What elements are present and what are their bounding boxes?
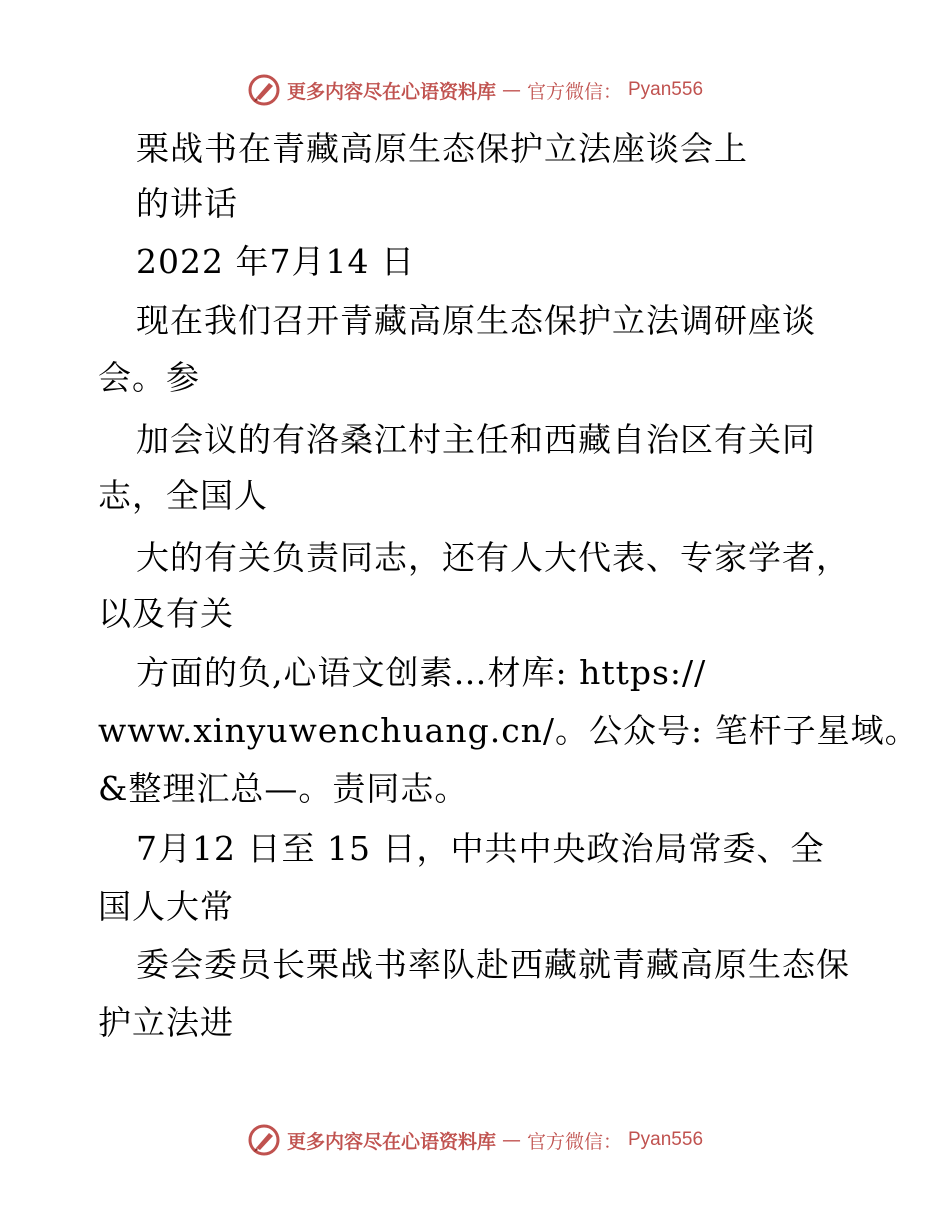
paragraph-line: 国人大常 xyxy=(98,887,234,926)
paragraph-line: www.xinyuwenchuang.cn/。公众号: 笔杆子星域。 xyxy=(98,711,919,750)
footer-banner-title: 更多内容尽在心语资料库 xyxy=(286,1130,496,1153)
paragraph-line: 会。参 xyxy=(98,358,200,397)
document-date: 2022 年7月14 日 xyxy=(136,242,415,281)
footer-banner-wechat-label: 官方微信： xyxy=(526,1130,622,1153)
header-banner-wechat-id: Pyan556 xyxy=(628,79,704,100)
pen-logo-icon xyxy=(247,1123,281,1157)
header-banner-dash: — xyxy=(501,79,521,101)
footer-banner-wechat-id: Pyan556 xyxy=(628,1129,704,1150)
paragraph-line: 志，全国人 xyxy=(98,476,268,515)
header-banner-title: 更多内容尽在心语资料库 xyxy=(286,80,496,103)
footer-banner-dash: — xyxy=(501,1129,521,1151)
paragraph-line: 以及有关 xyxy=(98,594,234,633)
footer-banner xyxy=(0,1120,950,1160)
paragraph-line: 委会委员长栗战书率队赴西藏就青藏高原生态保 xyxy=(136,945,850,984)
paragraph-line: 7月12 日至 15 日，中共中央政治局常委、全 xyxy=(136,829,825,868)
pen-logo-icon xyxy=(247,73,281,107)
paragraph-line: 加会议的有洛桑江村主任和西藏自治区有关同 xyxy=(136,420,816,459)
paragraph-line: &整理汇总—。责同志。 xyxy=(98,769,469,808)
paragraph-line: 护立法进 xyxy=(98,1003,234,1042)
paragraph-line: 大的有关负责同志，还有人大代表、专家学者， xyxy=(136,538,850,577)
header-banner xyxy=(0,70,950,110)
document-title-line-1: 栗战书在青藏高原生态保护立法座谈会上 xyxy=(136,129,748,168)
document-title-line-2: 的讲话 xyxy=(136,184,238,223)
header-banner-wechat-label: 官方微信： xyxy=(526,80,622,103)
paragraph-line: 方面的负,心语文创素…材库: https:// xyxy=(136,653,707,692)
paragraph-line: 现在我们召开青藏高原生态保护立法调研座谈 xyxy=(136,301,816,340)
